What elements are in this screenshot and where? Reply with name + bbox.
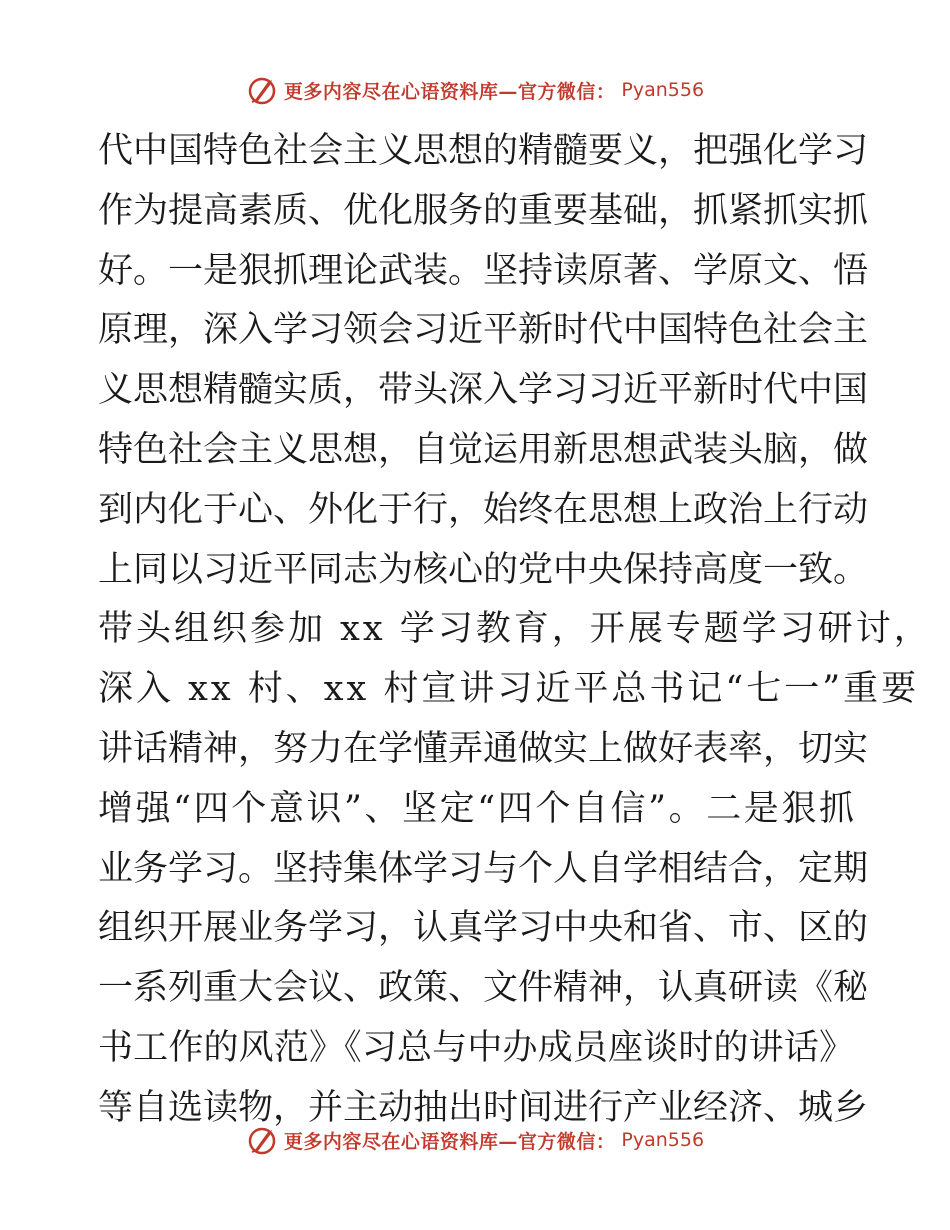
text-line: 书工作的风范》《习总与中办成员座谈时的讲话》 — [98, 1027, 854, 1068]
quill-pen-icon — [246, 1124, 278, 1156]
text-line: 业务学习。坚持集体学习与个人自学相结合，定期 — [98, 848, 869, 889]
text-line: 好。一是狠抓理论武装。坚持读原著、学原文、悟 — [98, 250, 869, 291]
text-line: 组织开展业务学习，认真学习中央和省、市、区的 — [98, 908, 869, 949]
text-line: 代中国特色社会主义思想的精髓要义，把强化学习 — [98, 131, 869, 171]
text-line: 到内化于心、外化于行，始终在思想上政治上行动 — [98, 489, 869, 530]
banner-label: 更多内容尽在心语资料库—官方微信： — [283, 80, 616, 103]
text-line: 讲话精神，努力在学懂弄通做实上做好表率，切实 — [98, 728, 869, 769]
text-line: 深入 xx 村、xx 村宣讲习近平总书记“七一”重要 — [98, 669, 920, 710]
text-line: 原理，深入学习领会习近平新时代中国特色社会主 — [98, 310, 869, 351]
text-line: 特色社会主义思想，自觉运用新思想武装头脑，做 — [98, 429, 869, 470]
text-line: 作为提高素质、优化服务的重要基础，抓紧抓实抓 — [98, 190, 869, 231]
quill-pen-icon — [246, 74, 278, 106]
banner-contact: Pyan556 — [621, 1129, 705, 1151]
footer-watermark-banner — [0, 1122, 950, 1158]
text-line: 一系列重大会议、政策、文件精神，认真研读《秘 — [98, 968, 869, 1009]
text-line: 等自选读物，并主动抽出时间进行产业经济、城乡 — [98, 1087, 869, 1128]
document-body — [98, 122, 932, 1139]
header-watermark-banner — [0, 72, 950, 108]
banner-label: 更多内容尽在心语资料库—官方微信： — [283, 1130, 616, 1153]
banner-contact: Pyan556 — [621, 79, 705, 101]
text-line: 增强“四个意识”、坚定“四个自信”。二是狠抓 — [98, 788, 854, 829]
text-line: 上同以习近平同志为核心的党中央保持高度一致。 — [98, 549, 869, 590]
text-line: 义思想精髓实质，带头深入学习习近平新时代中国 — [98, 370, 869, 411]
text-line: 带头组织参加 xx 学习教育，开展专题学习研讨， — [98, 609, 932, 650]
